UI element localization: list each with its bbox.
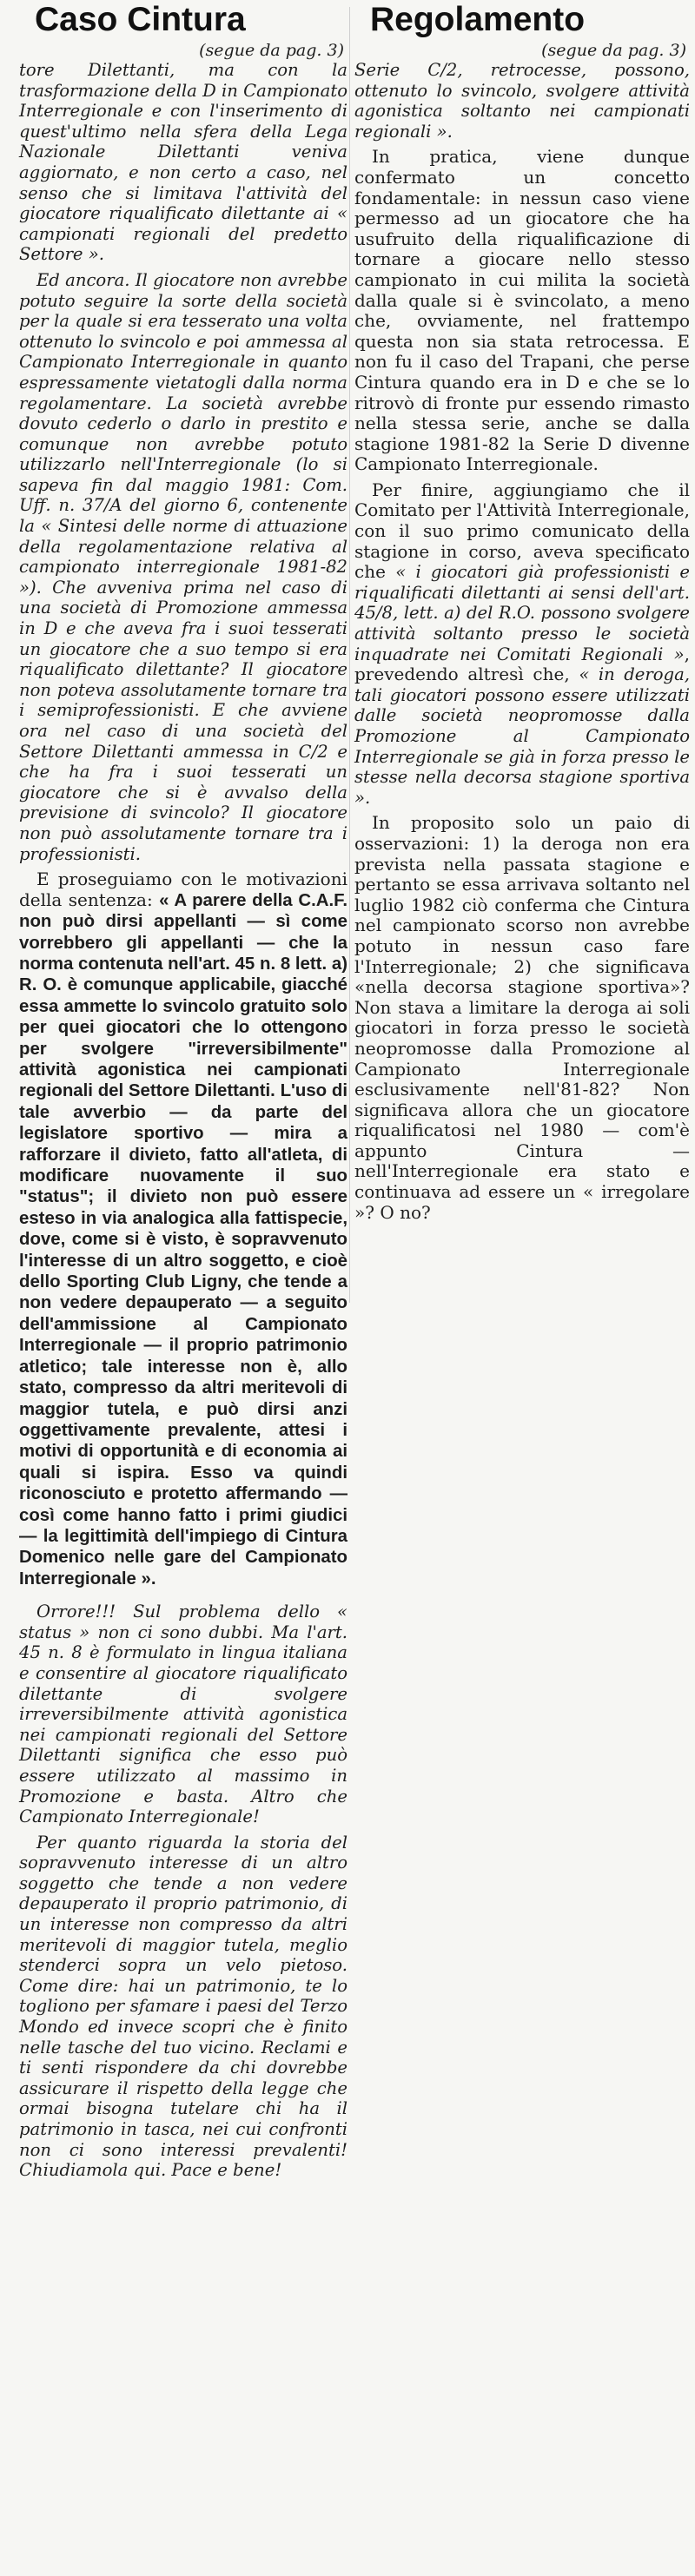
paragraph — [354, 480, 690, 809]
article-title: Regolamento — [370, 1, 586, 38]
article-caso-cintura — [19, 0, 348, 2193]
quote-text: « in deroga, tali giocatori possono essere utilizzati dalle società neopromosse dalla Promozione al Campionato Interregionale se già in forza presso le stesse nella decorsa stagione sportiva ». — [354, 664, 690, 808]
article-regolamento — [354, 0, 690, 1235]
continued-note: (segue da pag. 3) — [199, 41, 344, 60]
quote-text: « i giocatori già professionisti e riqualificati dilettanti ai sensi dell'art. 45/8, lett. a) del R.O. possono svolgere attività soltanto presso le società inquadrate nei Comitati Regionali » — [354, 562, 691, 664]
paragraph: In proposito solo un paio di osservazioni: 1) la deroga non era prevista nella passata stagione e pertanto se essa arrivava soltanto nel luglio 1982 ciò conferma che Cintura nel campionato scorso non avrebbe potuto in nessun caso fare l'Interregionale; 2) che significava «nella decorsa stagione sportiva»? Non stava a limitare la deroga ai soli giocatori in forza presso le società neopromosse dalla Promozione al Campionato Interregionale esclusivamente nell'81-82? Non significava allora che un giocatore riqualificatosi nel 1980 — com'è appunto Cintura — nell'Interregionale era stato e continuava ad essere un « irregolare »? O no? — [354, 812, 690, 1223]
paragraph: Per quanto riguarda la storia del sopravvenuto interesse di un altro soggetto che tende a non vedere depauperato il proprio patrimonio, di un interesse non compresso da altri meritevoli di maggior tutela, meglio stenderci sopra un velo pietoso. Come dire: hai un patrimonio, te lo togliono per sfamare i paesi del Terzo Mondo ed invece scopri che è finito nelle tasche del tuo vicino. Reclami e ti senti rispondere da chi dovrebbe assicurare il rispetto della legge che ormai bisogna tutelare chi ha il patrimonio in tasca, nei cui confronti non ci sono interessi prevalenti! Chiudiamola qui. Pace e bene! — [19, 1832, 348, 2181]
paragraph-text: Per finire, aggiungiamo che il Comitato per l'Attività Interregionale, con il suo primo comunicato della stagione in corso, aveva specificato che — [354, 479, 690, 583]
paragraph: Ed ancora. Il giocatore non avrebbe potuto seguire la sorte della società per la quale si era tesserato una volta ottenuto lo svincolo e poi ammessa al Campionato Interregionale in quanto espressamente vietatogli dalla norma regolamentare. La società avrebbe dovuto cederlo o darlo in prestito e comunque non avrebbe potuto utilizzarlo nell'Interregionale (lo si sapeva fin dal maggio 1981: Com. Uff. n. 37/A del giorno 6, contenente la « Sintesi delle norme di attuazione della regolamentazione relativa al campionato interregionale 1981-82 »). Che avveniva prima nel caso di una società di Promozione ammessa in D e che aveva fra i suoi tesserati un giocatore che a suo tempo si era riqualificato dilettante? Il giocatore non poteva assolutamente tornare tra i semiprofessionisti. E che avviene ora nel caso di una società del Settore Dilettanti ammessa in C/2 e che ha fra i suoi tesserati un giocatore che si è avvalso della previsione di svincolo? Il giocatore non può assolutamente tornare tra i professionisti. — [19, 269, 348, 864]
paragraph-intro: E proseguiamo con le motivazioni della sentenza: — [19, 869, 348, 910]
paragraph — [19, 869, 348, 1589]
paragraph: tore Dilettanti, ma con la trasformazione della D in Campionato Interregionale e con l'inserimento di quest'ultimo nella sfera della Lega Nazionale Dilettanti veniva aggiornato, e non certo a caso, nel senso che si limitava l'attività del giocatore riqualificato dilettante ai « campionati regionali del predetto Settore ». — [19, 60, 348, 265]
article-title: Caso Cintura — [35, 1, 246, 38]
paragraph: In pratica, viene dunque confermato un concetto fondamentale: in nessun caso viene permesso ad un giocatore che ha usufruito della riqualificazione di tornare a giocare nello stesso campionato in cui milita la società dalla quale si è svincolato, a meno che, ovviamente, nel frattempo questa non sia stata retrocessa. E non fu il caso del Trapani, che perse Cintura quando era in D e che se lo ritrovò di fronte pur essendo rimasto nella stessa serie, anche se dalla stagione 1981-82 la Serie D divenne Campionato Interregionale. — [354, 146, 690, 475]
paragraph-text: , prevedendo altresì che, — [354, 643, 690, 685]
paragraph: Serie C/2, retrocesse, possono, ottenuto lo svincolo, svolgere attività agonistica soltanto nei campionati regionali ». — [354, 60, 690, 142]
column-divider — [349, 7, 350, 1303]
continued-note: (segue da pag. 3) — [541, 41, 686, 60]
sentence-quote: « A parere della C.A.F. non può dirsi appellanti — sì come vorrebbero gli appellanti — che la norma contenuta nell'art. 45 n. 8 lett. a) R. O. è comunque applicabile, giacché essa ammette lo svincolo gratuito solo per quei giocatori che lo ottengono per svolgere "irreversibilmente" attività agonistica nei campionati regionali del Settore Dilettanti. L'uso di tale avverbio — da parte del legislatore sportivo — mira a rafforzare il divieto, fatto all'atleta, di modificare nuovamente il suo "status"; il divieto non può essere esteso in via analogica alla fattispecie, dove, come si è visto, è sopravvenuto l'interesse di un altro soggetto, e cioè dello Sporting Club Ligny, che tende a non vedere depauperato — a seguito dell'ammissione al Campionato Interregionale — il proprio patrimonio atletico; tale interesse non è, allo stato, compresso da altri meritevoli di maggior tutela, e può dirsi anzi oggettivamente prevalente, attesi i motivi di opportunità e di economia ai quali si ispira. Esso va quindi riconosciuto e protetto affermando — così come hanno fatto i primi giudici — la legittimità dell'impiego di Cintura Domenico nelle gare del Campionato Interregionale ». — [19, 890, 348, 1589]
paragraph: Orrore!!! Sul problema dello « status » non ci sono dubbi. Ma l'art. 45 n. 8 è formulato in lingua italiana e consentire al giocatore riqualificato dilettante di svolgere irreversibilmente attività agonistica nei campionati regionali del Settore Dilettanti significa che esso può essere utilizzato al massimo in Promozione e basta. Altro che Campionato Interregionale! — [19, 1602, 348, 1827]
